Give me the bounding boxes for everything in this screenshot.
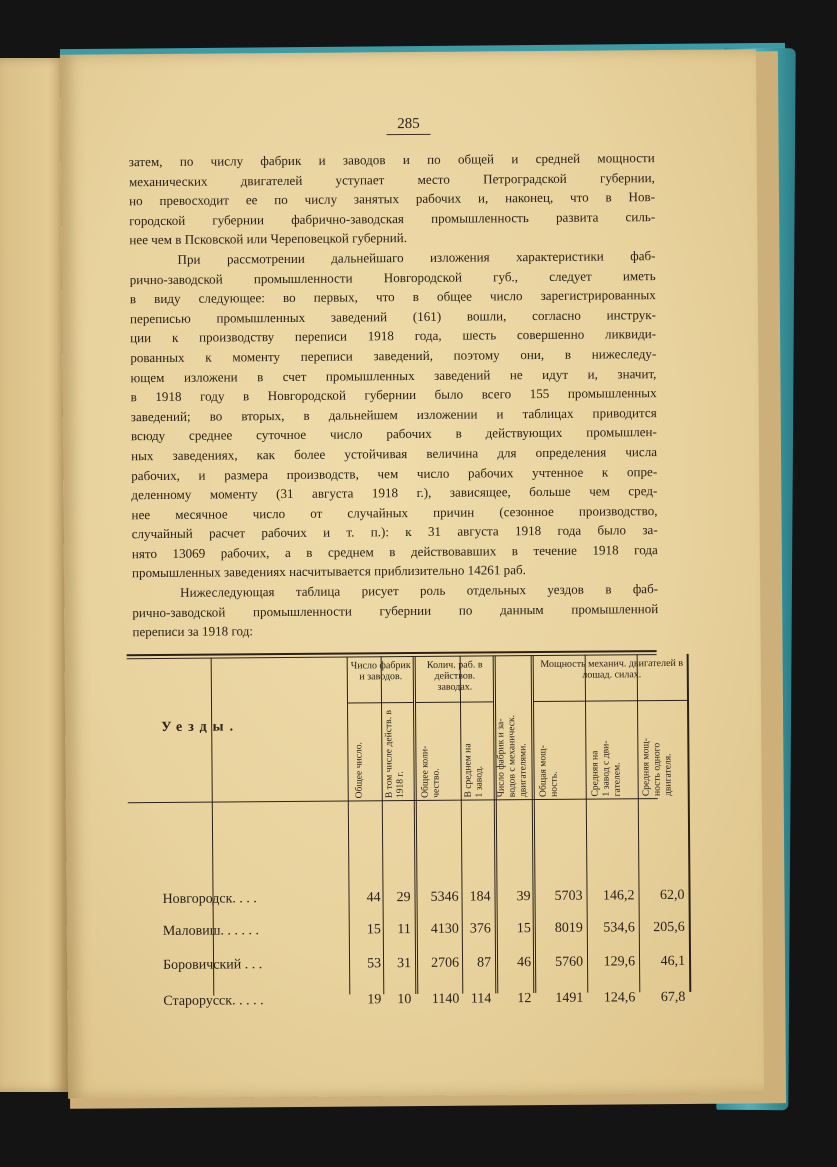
group-rule (347, 702, 413, 704)
table-vline (347, 657, 351, 995)
table-cell: 46,1 (660, 953, 686, 970)
group-rule (416, 701, 493, 703)
text-line: При рассмотрении дальнейшаго изложения характеристики фаб- (177, 248, 656, 267)
text-line: механических двигателей уступает место Петроградской губернии, (128, 169, 655, 189)
group-header-factories: Число фабрик и заводов. (350, 660, 411, 683)
text-line: переписи за 1918 год: (132, 623, 254, 640)
table-vline (531, 655, 537, 993)
table-cell: 19 (367, 992, 382, 1008)
district-name: Маловиш. . . . . . (162, 923, 260, 939)
table-cell: 1491 (555, 990, 584, 1006)
table-cell: 5760 (554, 954, 584, 970)
table-cell: 87 (476, 955, 492, 971)
table-cell: 146,2 (602, 888, 635, 904)
text-line: Нижеследующая таблица рисует роль отдельных уездов в фаб- (180, 581, 659, 600)
text-line: случайный расчет рабочих и т. п.): к 31 августа 1918 года было за- (131, 522, 658, 542)
table-cell: 15 (366, 922, 381, 938)
text-line: рованных к моменту переписи заведений, поэтому они, в нижеследу- (130, 346, 657, 366)
table-cell: 129,6 (603, 954, 636, 970)
text-line: рабочих, и размера производств, чем число рабочих учтенное к опре- (131, 463, 658, 483)
district-name: Новгородск. . . . (162, 891, 257, 907)
text-line: но превосходит ее по числу занятых рабочих и, наконец, что в Нов- (129, 189, 656, 209)
table-cell: 10 (397, 992, 412, 1008)
text-line: рично-заводской промышленности Новгородской губ., следует иметь (129, 267, 656, 287)
column-header: Общее коли- чество. (419, 745, 442, 798)
text-line: нее чем в Псковской или Череповецкой губерний. (129, 230, 408, 248)
book-page (60, 49, 764, 1098)
table-row (128, 887, 685, 912)
page-number: 285 (378, 116, 438, 133)
text-line: городской губернии фабрично-заводская промышленность развита силь- (129, 208, 656, 228)
table-cell: 62,0 (659, 887, 685, 904)
table-cell: 31 (397, 956, 412, 972)
group-rule (534, 700, 687, 702)
table-row (129, 919, 685, 944)
table-row (129, 989, 686, 1014)
column-header: В том числе действ. в 1918 г. (383, 709, 406, 799)
text-line: деленному моменту (31 августа 1918 г.), зависящее, больше чем сред- (131, 483, 658, 503)
text-line: нее месячное число от случайных причин (сезонное производство, (131, 502, 658, 522)
table-cell: 5703 (554, 888, 583, 904)
table-cell: 39 (516, 889, 531, 905)
column-header: Число фабрик и за- водов с механическ. двигателями. (495, 714, 529, 798)
text-line: ции к производству переписи 1918 года, шесть совершенно ликвиди- (130, 326, 657, 346)
table-cell: 11 (397, 922, 411, 938)
table-cell: 5346 (430, 889, 459, 905)
table-cell: 534,6 (603, 920, 635, 936)
table-cell: 205,6 (653, 919, 685, 936)
text-line: ющем изложени в счет промышленных заведений не идут и, значит, (130, 365, 657, 385)
table-vline (687, 654, 692, 992)
table-cell: 8019 (554, 920, 583, 936)
row-header-label: Уезды. (161, 719, 240, 735)
table-row (129, 953, 686, 978)
column-header: Средняя мощ- ность одного двигателя. (640, 738, 674, 797)
text-line: промышленных заведениях насчитывается приблизительно 14261 раб. (131, 562, 526, 581)
column-header: Общая мощ- ность. (537, 745, 560, 798)
column-header: В среднем на 1 завод. (462, 743, 485, 798)
table-cell: 4130 (430, 921, 459, 937)
text-line: ных заведениях, как более устойчивая величина для определения числа (131, 443, 658, 464)
column-header: Средняя на 1 завод с дви- гателем. (589, 740, 623, 797)
table-cell: 376 (469, 921, 491, 937)
table-cell: 124,6 (603, 990, 636, 1006)
table-vline (211, 658, 215, 996)
table-cell: 2706 (430, 955, 460, 971)
table-cell: 184 (469, 889, 491, 905)
text-line: в виду следующее: во первых, что в общее число зарегистрированных (129, 287, 656, 307)
text-line: рично-заводской промышленности губернии по данным промышленной (132, 600, 659, 620)
text-line: затем, по числу фабрик и заводов и по общей и средней мощности (128, 150, 655, 170)
table-cell: 46 (516, 955, 532, 971)
body-text (129, 148, 659, 642)
table-vline (413, 656, 419, 994)
table-cell: 114 (470, 991, 492, 1007)
district-name: Старорусск. . . . . (163, 993, 264, 1009)
text-line: нято 13069 рабочих, а в среднем в действовавших в течение 1918 года (131, 541, 658, 562)
text-line: в 1918 году в Новгородской губернии было всего 155 промышленных (130, 385, 657, 405)
text-line: заведений; во вторых, в дальнейшем изложении и таблицах приводится (130, 404, 657, 424)
group-header-engine-power: Мощность механич. двигателей в лошад. силах. (540, 657, 684, 681)
group-header-workers: Колич. раб. в действов. заводах. (426, 659, 483, 693)
table-header-rule (128, 798, 658, 803)
table-cell: 53 (367, 956, 382, 972)
table-vline (585, 655, 589, 993)
left-page-edge (0, 58, 68, 1092)
table-cell: 1140 (431, 991, 460, 1007)
table-cell: 15 (516, 921, 531, 937)
table-cell: 12 (517, 991, 532, 1007)
district-name: Боровичский . . . (163, 957, 263, 973)
table-cell: 67,8 (660, 989, 686, 1006)
table-cell: 44 (366, 890, 381, 906)
text-line: переписью промышленных заведений (161) вошли, согласно инструк- (129, 306, 657, 326)
column-header: Общее число. (353, 742, 365, 799)
statistics-table (127, 650, 686, 1009)
text-line: всюду среднее суточное число рабочих в действующих промышлен- (130, 424, 657, 444)
table-cell: 29 (396, 890, 411, 906)
